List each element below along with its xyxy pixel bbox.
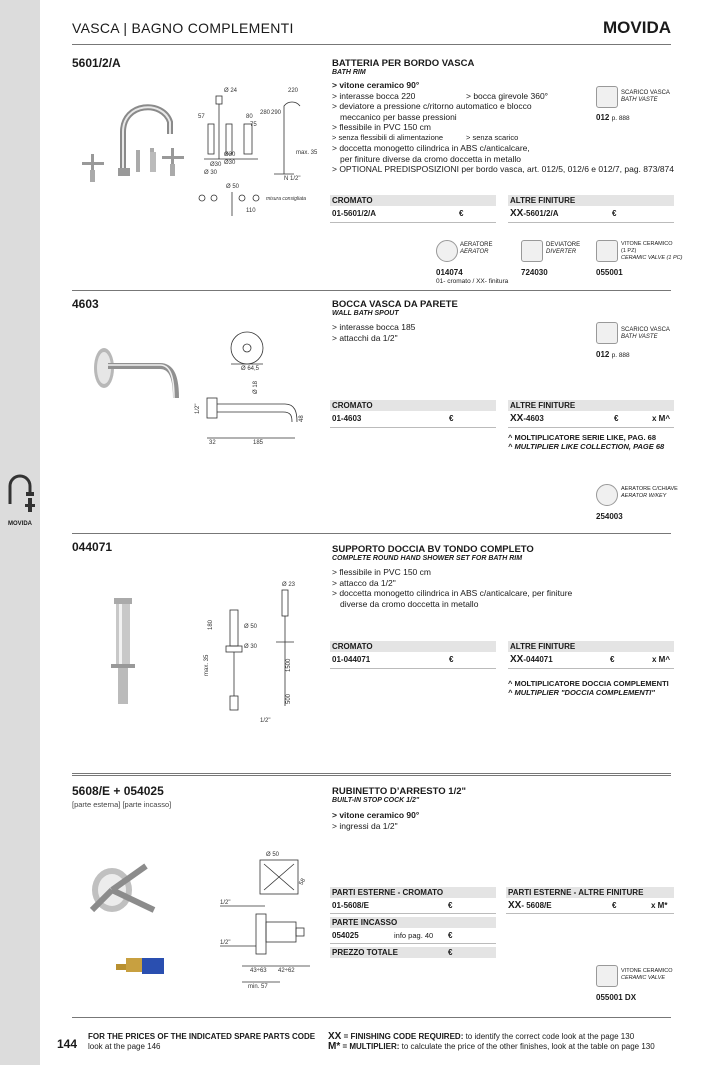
hand-shower-image [108,598,138,708]
bath-rim-mixer-image [78,92,188,187]
product-title: SUPPORTO DOCCIA BV TONDO COMPLETO [332,544,534,555]
page-title: VASCA | BAGNO COMPLEMENTI [72,20,294,36]
svg-text:Ø 50: Ø 50 [266,852,280,858]
other-code: XX-4603 € x M^ [510,413,671,424]
product-code: 4603 [72,297,99,311]
product-title: BOCCA VASCA DA PARETE [332,299,458,310]
svg-text:Ø 23: Ø 23 [282,582,296,588]
svg-text:Ø 30: Ø 30 [244,644,258,650]
svg-text:Ø 50: Ø 50 [226,184,240,190]
diverter-icon [521,240,543,262]
col-other: PARTI ESTERNE - ALTRE FINITURE [506,887,674,898]
diverter-label: DEVIATORE DIVERTER [546,242,581,255]
section-divider [72,773,671,776]
col-other: ALTRE FINITURE [508,195,674,206]
col-chrome: CROMATO [330,195,496,206]
aerator-icon [436,240,458,262]
technical-drawing [200,576,310,726]
product-title: BATTERIA PER BORDO VASCA [332,58,475,69]
other-underline [508,668,674,669]
aerator-code: 014074 [436,268,463,277]
total-price: PREZZO TOTALE € [330,947,496,958]
svg-text:43÷63: 43÷63 [250,968,267,974]
drain-ref: 012 p. 888 [596,113,630,122]
product-title-en: WALL BATH SPOUT [332,310,399,317]
multiplier-note-en: ^ MULTIPLIER LIKE COLLECTION, PAGE 68 [508,442,665,451]
svg-text:1/2": 1/2" [260,718,271,724]
multiplier-note: ^ MOLTIPLICATORE SERIE LIKE, PAG. 68 [508,433,657,442]
other-code: XX-5601/2/A € [510,208,617,219]
feature-list: > flessibile in PVC 150 cm > attacco da 1/2" > doccetta monogetto cilindrica in ABS c/anticalcare, per finiture diverse da cromo doccetta in metallo [332,567,573,609]
feature-list: > vitone ceramico 90° > ingressi da 1/2" [332,810,420,831]
chrome-underline [330,222,496,223]
diverter-code: 724030 [521,268,548,277]
svg-text:Ø 24: Ø 24 [224,88,238,94]
svg-text:Ø30: Ø30 [224,160,236,166]
multiplier-note: ^ MOLTIPLICATORE DOCCIA COMPLEMENTI [508,679,669,688]
svg-text:Ø 50: Ø 50 [244,624,258,630]
feature-list: > interasse bocca 185 > attacchi da 1/2" [332,322,416,343]
svg-text:Ø 30: Ø 30 [204,170,218,176]
svg-text:1/2": 1/2" [195,403,201,414]
page-number: 144 [57,1037,78,1051]
footer-divider [72,1017,671,1018]
row-underline [330,913,496,914]
col-other: ALTRE FINITURE [508,641,674,652]
chrome-underline [330,427,496,428]
product-code: 5601/2/A [72,56,121,70]
svg-text:42÷62: 42÷62 [278,968,295,974]
drain-label: SCARICO VASCA BATH VASTE [621,327,670,340]
sidebar-label: MOVIDA [8,521,32,527]
product-title: RUBINETTO D’ARRESTO 1/2" [332,786,467,797]
drain-ref: 012 p. 888 [596,350,630,359]
multiplier-note-en: ^ MULTIPLIER "DOCCIA COMPLEMENTI" [508,688,655,697]
svg-text:80: 80 [246,114,253,120]
technical-drawing [195,326,305,446]
svg-text:1/2": 1/2" [220,940,231,946]
svg-text:290: 290 [271,110,282,116]
ceramic-valve-icon [596,965,618,987]
svg-text:Ø30: Ø30 [210,162,222,168]
technical-drawing [196,84,318,216]
svg-text:max. 35: max. 35 [204,654,210,676]
col-external: PARTI ESTERNE - CROMATO [330,887,496,898]
drain-icon [596,322,618,344]
svg-text:1500: 1500 [286,658,292,672]
svg-text:500: 500 [286,693,292,704]
ceramic-valve-code: 055001 [596,268,623,277]
aerator-key-code: 254003 [596,512,623,521]
svg-text:57: 57 [198,114,205,120]
col-chrome: CROMATO [330,400,496,411]
section-divider [72,290,671,291]
col-built-in: PARTE INCASSO [330,917,496,928]
svg-text:max. 35: max. 35 [296,150,318,156]
ceramic-valve-code: 055001 DX [596,993,637,1002]
svg-text:min. 57: min. 57 [248,984,268,990]
product-title-en: COMPLETE ROUND HAND SHOWER SET FOR BATH RIM [332,555,523,562]
svg-text:180: 180 [208,619,214,630]
section-divider [72,533,671,534]
svg-text:185: 185 [253,440,264,446]
brand-name: MOVIDA [603,18,671,37]
chrome-code: 01-5601/2/A € [332,209,464,218]
chrome-underline [330,668,496,669]
wall-spout-image [90,346,185,406]
sidebar [0,0,40,1065]
movida-spout-icon [6,470,36,520]
other-underline [508,222,674,223]
svg-text:280: 280 [260,110,271,116]
chrome-code: 01-4603 € [332,414,454,423]
aerator-key-icon [596,484,618,506]
svg-text:misura consigliata: misura consigliata [266,196,307,202]
svg-text:110: 110 [246,208,256,214]
svg-text:58: 58 [298,877,308,887]
drain-label: SCARICO VASCA BATH VASTE [621,90,670,103]
ceramic-valve-label: VITONE CERAMICO (1 PZ) CERAMIC VALVE (1 PC) [621,241,683,261]
product-code: 044071 [72,540,113,554]
stop-cock-image [86,860,178,980]
product-subtitle: [parte esterna] [parte incasso] [72,800,172,809]
svg-text:N 1/2": N 1/2" [284,176,301,182]
svg-text:75: 75 [250,122,257,128]
footer-spare-note: FOR THE PRICES OF THE INDICATED SPARE PARTS CODE look at the page 146 [88,1032,316,1051]
product-title-en: BUILT-IN STOP COCK 1/2" [332,797,420,804]
svg-text:Ø 18: Ø 18 [253,380,259,394]
other-underline [508,427,674,428]
other-code: XX-044071 € x M^ [510,654,671,665]
other-code: XX- 5608/E € x M* [508,900,668,911]
col-chrome: CROMATO [330,641,496,652]
svg-text:220: 220 [288,88,299,94]
aerator-note: 01- cromato / XX- finitura [436,278,509,285]
product-code: 5608/E + 054025 [72,784,164,798]
svg-text:Ø 64,5: Ø 64,5 [241,366,260,372]
col-other: ALTRE FINITURE [508,400,674,411]
aerator-label: AERATORE AERATOR [460,242,493,255]
svg-text:32: 32 [209,440,216,446]
technical-drawing [220,848,330,993]
chrome-code: 01-044071 € [332,655,454,664]
svg-text:Ø30: Ø30 [224,152,236,158]
ceramic-valve-icon [596,240,618,262]
svg-text:48: 48 [299,415,305,422]
svg-text:1/2": 1/2" [220,900,231,906]
product-title-en: BATH RIM [332,69,366,76]
ceramic-valve-label: VITONE CERAMICO CERAMIC VALVE [621,968,673,981]
footer-legend: XX = FINISHING CODE REQUIRED: to identify the correct code look at the page 130 M* = MULTIPLIER: to calculate the price of the other finishes, look at the table on page 130 [328,1031,655,1052]
built-in-code: 054025 info pag. 40 € [332,931,453,940]
header-divider [72,44,671,45]
drain-icon [596,86,618,108]
row-underline [330,943,496,944]
external-code: 01-5608/E € [332,901,453,910]
feature-list: > vitone ceramico 90° > interasse bocca 220 > bocca girevole 360° > deviatore a pressione c/ritorno automatico e blocco meccanico per basse pressioni > flessibile in PVC 150 cm > senza flessibili di alimentazione > senza scarico > doccetta monogetto cilindrica in ABS c/anticalcare, per finiture diverse da cromo doccetta in metallo > OPTIONAL PREDISPOSIZIONI per bordo vasca, art. 012/5, 012/6 e 012/7, pag. 873/874 [332,80,674,174]
aerator-key-label: AERATORE C/CHIAVE AERATOR W/KEY [621,486,678,499]
row-underline [506,913,674,914]
